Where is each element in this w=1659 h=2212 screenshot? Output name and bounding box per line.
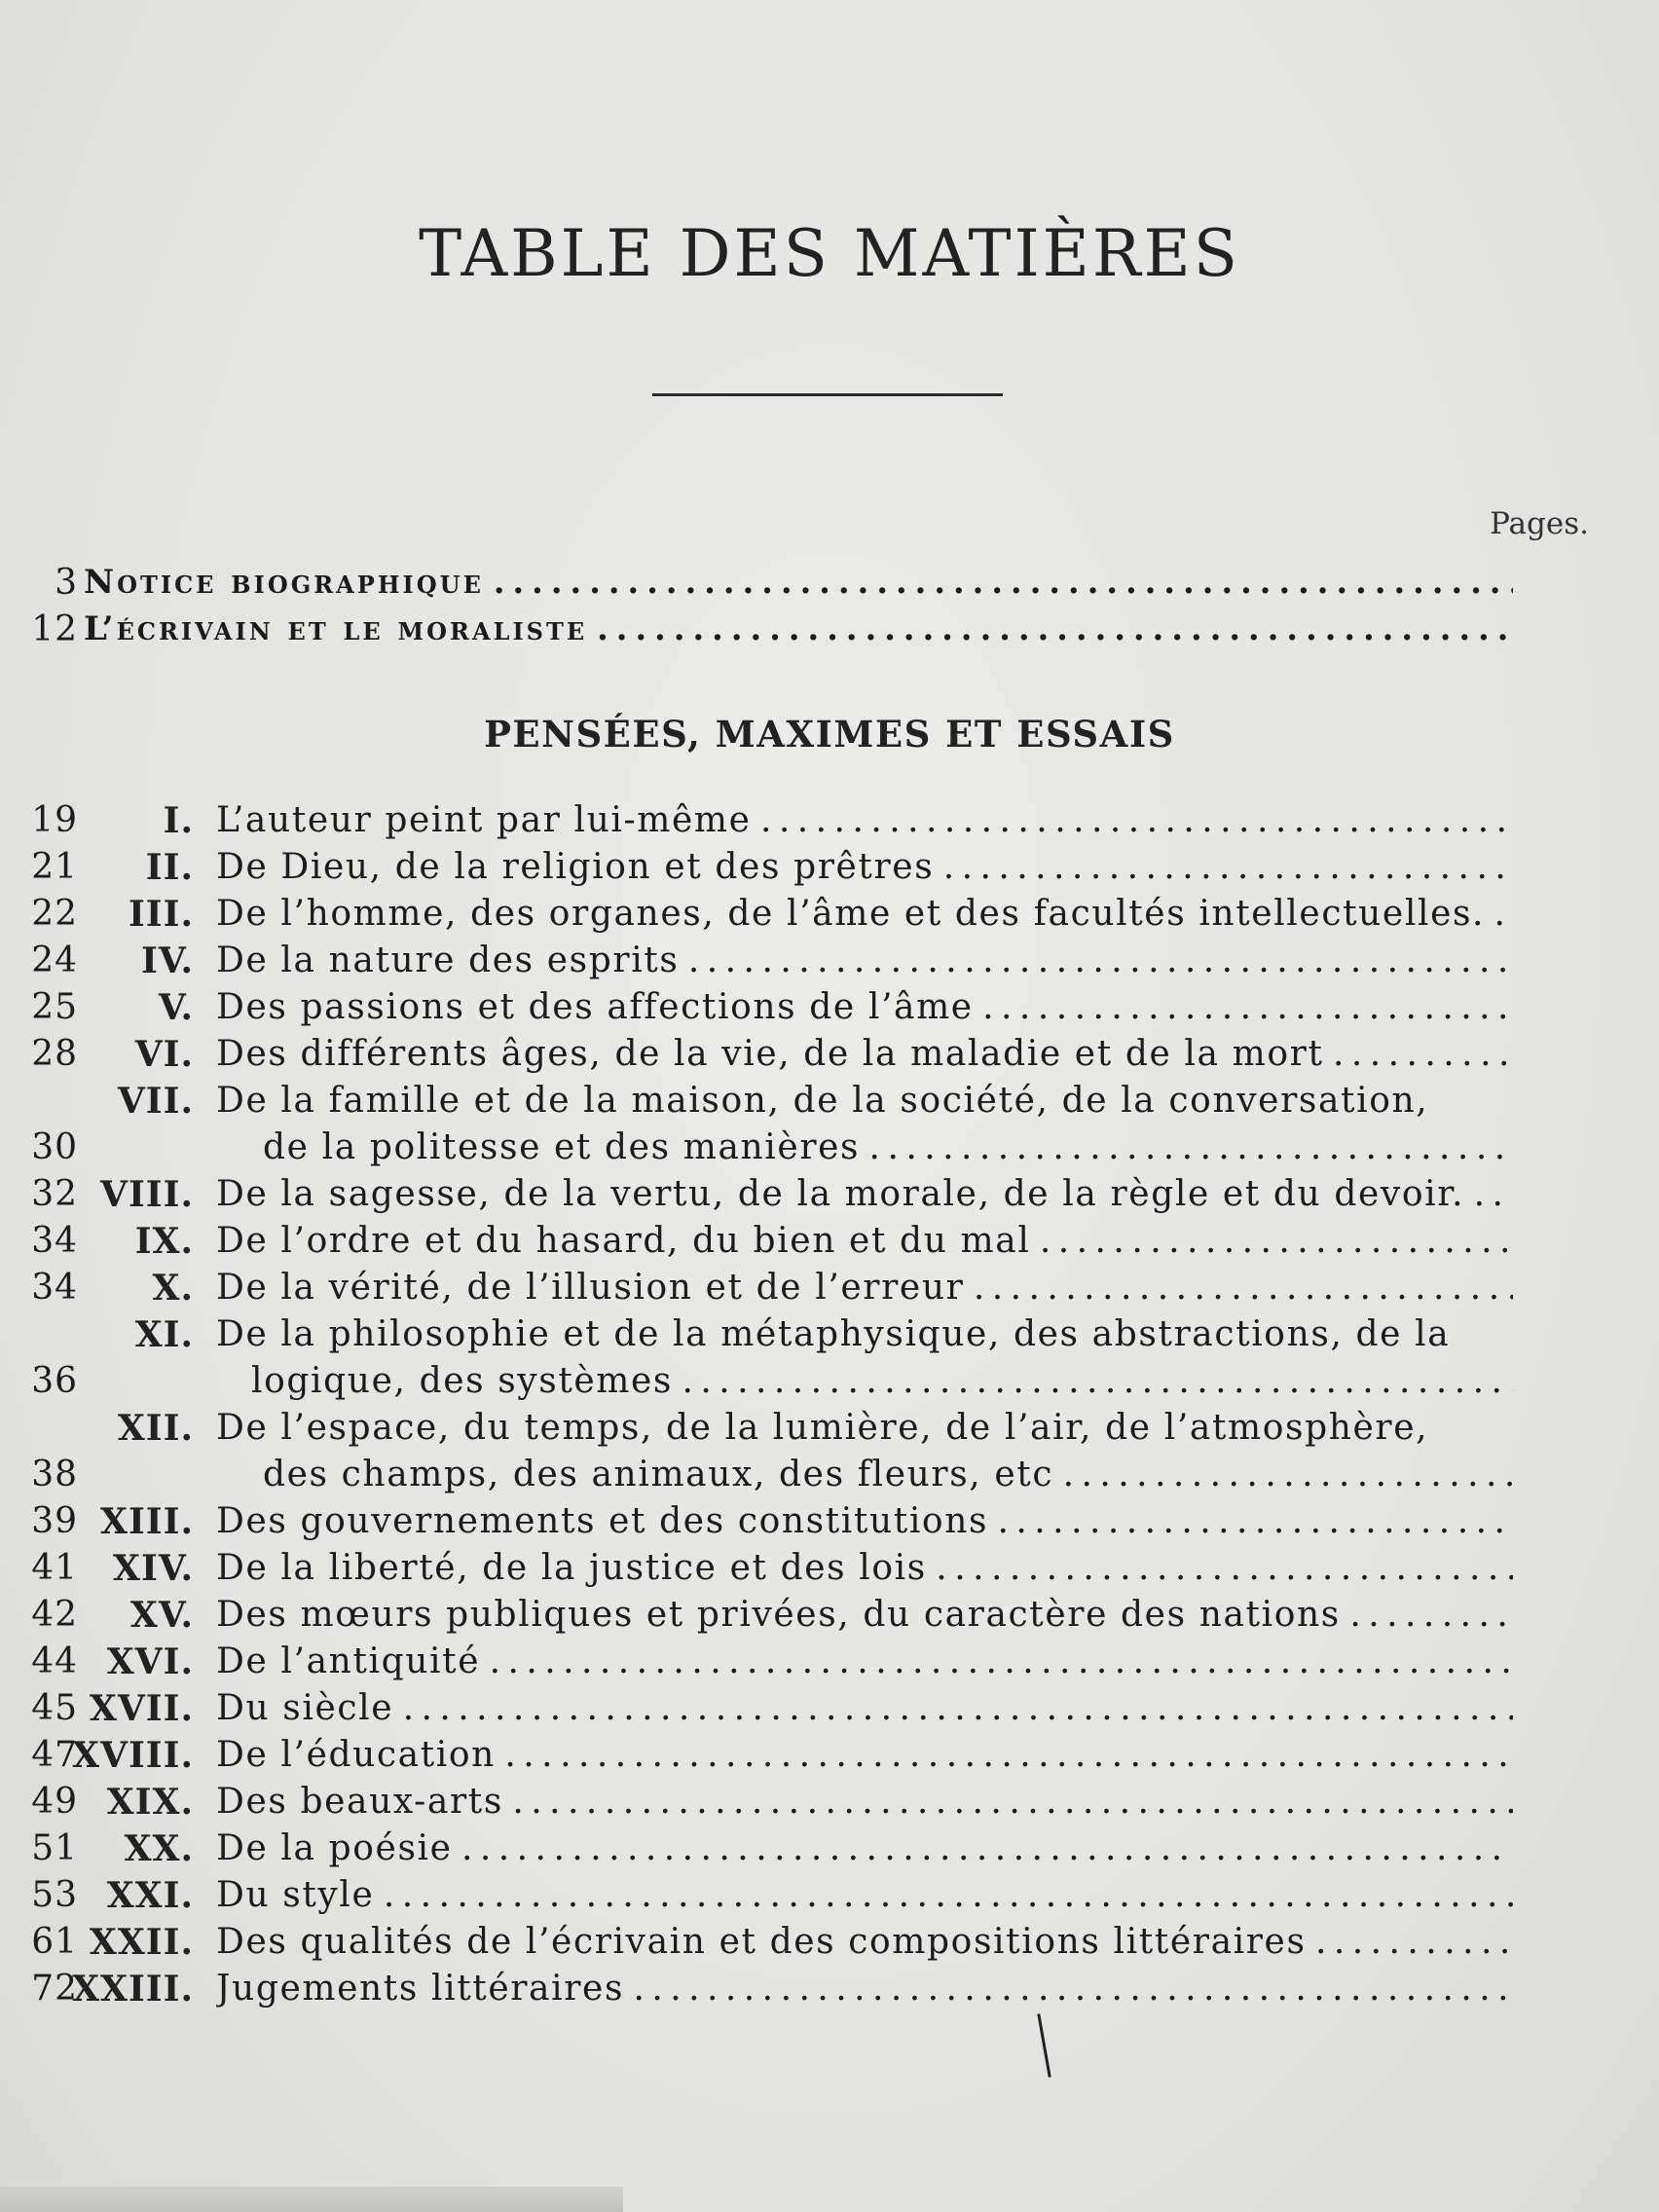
chapter-entry-continuation (0, 1361, 1659, 1408)
chapter-entry (0, 1969, 1659, 2015)
chapter-title: Du style . . . (216, 1875, 1513, 1922)
chapter-page: 49 (31, 1782, 78, 1822)
chapter-page: 21 (31, 847, 78, 887)
chapter-entry-continuation (0, 1455, 1659, 1501)
chapter-page: 34 (31, 1268, 78, 1308)
chapter-page: 42 (31, 1595, 78, 1635)
chapter-title: De l’éducation . . . (216, 1735, 1513, 1782)
chapter-entry (0, 1221, 1659, 1268)
chapter-page: 44 (31, 1641, 78, 1681)
chapter-number: XIX. (106, 1782, 194, 1823)
chapter-page: 53 (31, 1875, 78, 1915)
chapter-page: 41 (31, 1548, 78, 1588)
chapter-number: VII. (117, 1081, 194, 1122)
chapter-title: De la philosophie et de la métaphysique, des abstractions, de la (216, 1314, 1451, 1354)
chapter-number: VI. (134, 1034, 194, 1075)
chapter-number: IX. (134, 1221, 194, 1262)
chapter-page: 39 (31, 1501, 78, 1541)
chapter-entry (0, 1034, 1659, 1081)
chapter-number: III. (128, 894, 194, 935)
chapter-entry (0, 847, 1659, 894)
chapter-entry (0, 1548, 1659, 1595)
chapter-number: XIII. (100, 1501, 194, 1542)
chapter-number: I. (163, 800, 194, 841)
chapter-title: De la sagesse, de la vertu, de la morale, de la règle et du devoir. . . . (216, 1174, 1513, 1221)
chapter-number: XII. (117, 1408, 194, 1449)
chapter-entry (0, 1875, 1659, 1922)
chapter-number: XX. (124, 1828, 194, 1869)
chapter-number: XVII. (89, 1688, 194, 1729)
chapter-page: 61 (31, 1922, 78, 1962)
pages-column-label: Pages. (1490, 506, 1589, 541)
chapter-number: XIV. (113, 1548, 194, 1589)
page-title: TABLE DES MATIÈRES (419, 216, 1240, 291)
chapter-entry (0, 1408, 1659, 1455)
chapter-page: 72 (31, 1969, 78, 2009)
chapter-entry (0, 1735, 1659, 1782)
chapter-number: X. (152, 1268, 194, 1309)
chapter-entry (0, 800, 1659, 847)
chapter-entry (0, 1501, 1659, 1548)
chapter-number: IV. (140, 940, 194, 981)
chapter-title: Des passions et des affections de l’âme . . . (216, 987, 1513, 1034)
chapter-title: Des qualités de l’écrivain et des compositions littéraires . . . (216, 1922, 1513, 1969)
chapter-page: 34 (31, 1221, 78, 1261)
chapter-entry (0, 894, 1659, 940)
chapter-page: 19 (31, 800, 78, 840)
intro-entry-label: L’écrivain et le moraliste . . . (84, 609, 1513, 656)
chapter-title: De l’homme, des organes, de l’âme et des facultés intellectuelles. . . . (216, 894, 1513, 940)
chapter-entry (0, 940, 1659, 987)
chapter-entry (0, 1268, 1659, 1314)
chapter-title-continuation: des champs, des animaux, des fleurs, etc . . . (263, 1455, 1513, 1501)
chapter-entry (0, 1828, 1659, 1875)
chapter-number: XXI. (106, 1875, 194, 1916)
chapter-title: De la liberté, de la justice et des lois . . . (216, 1548, 1513, 1595)
chapter-title: De la nature des esprits . . . (216, 940, 1513, 987)
chapter-entry (0, 1595, 1659, 1641)
chapter-page: 22 (31, 894, 78, 934)
chapter-entry (0, 987, 1659, 1034)
chapter-title-continuation: de la politesse et des manières . . . (263, 1127, 1513, 1174)
chapter-page: 24 (31, 940, 78, 980)
chapter-title: De l’antiquité . . . (216, 1641, 1513, 1688)
chapter-entry (0, 1688, 1659, 1735)
ink-mark (1037, 2013, 1051, 2078)
chapter-entry (0, 1174, 1659, 1221)
chapter-entry-continuation (0, 1127, 1659, 1174)
chapter-title: De Dieu, de la religion et des prêtres . . . (216, 847, 1513, 894)
chapter-page: 28 (31, 1034, 78, 1074)
intro-entry (0, 563, 1659, 609)
chapter-number: II. (145, 847, 194, 888)
chapter-page: 30 (31, 1127, 78, 1167)
intro-entry-page: 3 (55, 563, 78, 603)
chapter-title: Des différents âges, de la vie, de la maladie et de la mort . . . (216, 1034, 1513, 1081)
title-rule (652, 393, 1003, 396)
intro-entry-label: Notice biographique . . . (84, 563, 1513, 609)
chapter-number: XI. (134, 1314, 194, 1355)
section-title: PENSÉES, MAXIMES ET ESSAIS (484, 713, 1175, 756)
chapter-title: De la poésie . . . (216, 1828, 1513, 1875)
chapter-title: De la vérité, de l’illusion et de l’erreur . . . (216, 1268, 1513, 1314)
chapter-entry (0, 1081, 1659, 1127)
chapter-title: Du siècle . . . (216, 1688, 1513, 1735)
chapter-title: De la famille et de la maison, de la société, de la conversation, (216, 1081, 1429, 1121)
chapter-entry (0, 1314, 1659, 1361)
chapter-number: XVI. (106, 1641, 194, 1682)
chapter-page: 51 (31, 1828, 78, 1868)
chapter-title-continuation: logique, des systèmes . . . (251, 1361, 1513, 1408)
chapter-title: L’auteur peint par lui-même . . . (216, 800, 1513, 847)
intro-entry (0, 609, 1659, 656)
chapter-title: De l’espace, du temps, de la lumière, de l’air, de l’atmosphère, (216, 1408, 1429, 1448)
chapter-page: 25 (31, 987, 78, 1027)
chapter-title: Jugements littéraires . . . (216, 1969, 1513, 2015)
chapter-title: Des beaux-arts . . . (216, 1782, 1513, 1828)
chapter-entry (0, 1782, 1659, 1828)
chapter-page: 47 (31, 1735, 78, 1775)
chapter-page: 38 (31, 1455, 78, 1494)
chapter-number: XV. (129, 1595, 194, 1636)
chapter-title: Des gouvernements et des constitutions . . . (216, 1501, 1513, 1548)
chapter-page: 45 (31, 1688, 78, 1728)
chapter-number: VIII. (100, 1174, 194, 1215)
chapter-page: 32 (31, 1174, 78, 1214)
chapter-page: 36 (31, 1361, 78, 1401)
chapter-number: XVIII. (72, 1735, 194, 1776)
chapter-entry (0, 1922, 1659, 1969)
chapter-number: XXIII. (72, 1969, 194, 2009)
chapter-number: XXII. (89, 1922, 194, 1963)
chapter-entry (0, 1641, 1659, 1688)
intro-entry-page: 12 (31, 609, 78, 649)
chapter-title: Des mœurs publiques et privées, du caractère des nations . . . (216, 1595, 1513, 1641)
chapter-title: De l’ordre et du hasard, du bien et du mal . . . (216, 1221, 1513, 1268)
footer-band (0, 2187, 623, 2212)
chapter-number: V. (158, 987, 194, 1028)
